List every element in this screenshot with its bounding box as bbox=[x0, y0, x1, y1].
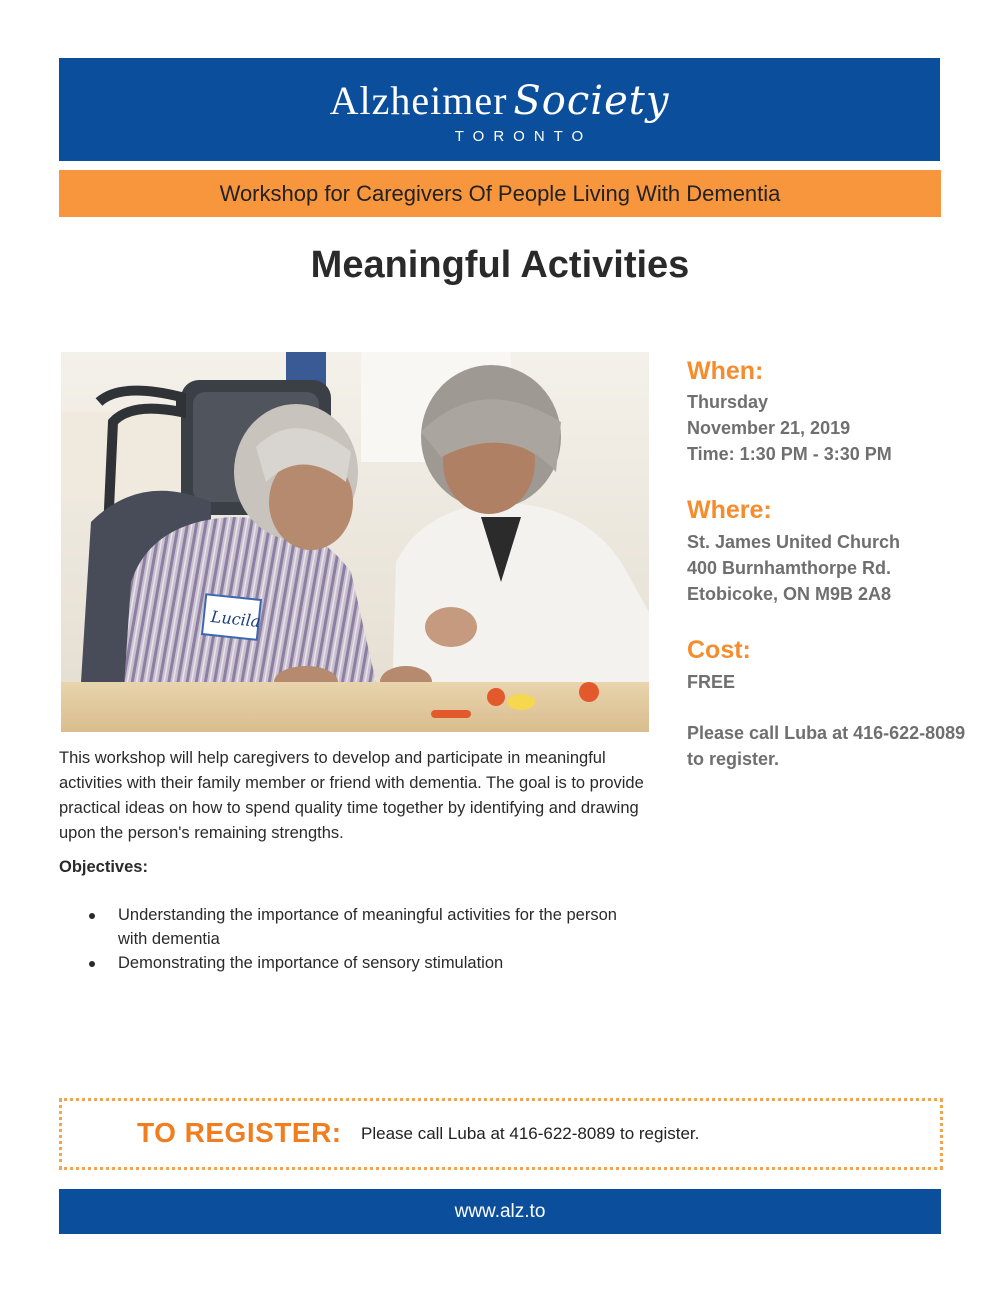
where-line-1: St. James United Church bbox=[687, 532, 901, 552]
objective-text: Understanding the importance of meaningful activities for the person with dementia bbox=[118, 906, 617, 948]
register-box bbox=[59, 1098, 943, 1170]
where-heading: Where: bbox=[687, 496, 772, 524]
logo-word-alzheimer: Alzheimer bbox=[329, 78, 508, 123]
header-banner bbox=[59, 58, 940, 161]
when-day: Thursday bbox=[687, 392, 769, 412]
workshop-photo bbox=[61, 352, 649, 732]
name-tag-text: Lucila bbox=[209, 606, 262, 632]
cost-heading: Cost: bbox=[687, 636, 751, 664]
logo bbox=[59, 78, 940, 124]
list-item bbox=[87, 951, 647, 975]
footer-url-link[interactable]: www.alz.to bbox=[454, 1201, 546, 1222]
where-line-3: Etobicoke, ON M9B 2A8 bbox=[687, 584, 892, 604]
logo-subtitle: TORONTO bbox=[454, 128, 593, 145]
objective-text: Demonstrating the importance of sensory stimulation bbox=[118, 954, 504, 972]
register-label: TO REGISTER: bbox=[137, 1117, 342, 1148]
when-time: Time: 1:30 PM - 3:30 PM bbox=[687, 444, 892, 464]
page-title: Meaningful Activities bbox=[310, 244, 690, 286]
when-date: November 21, 2019 bbox=[687, 418, 851, 438]
subtitle-bar bbox=[59, 170, 941, 217]
cost-value: FREE bbox=[687, 672, 736, 692]
bullet-icon bbox=[89, 961, 95, 967]
call-note-line-2: to register. bbox=[687, 749, 780, 769]
bullet-icon bbox=[89, 913, 95, 919]
call-note-line-1: Please call Luba at 416-622-8089 bbox=[687, 723, 966, 743]
subtitle-text: Workshop for Caregivers Of People Living With Dementia bbox=[219, 181, 781, 206]
when-heading: When: bbox=[687, 357, 764, 385]
register-text: Please call Luba at 416-622-8089 to register. bbox=[361, 1124, 700, 1143]
footer-bar bbox=[59, 1189, 941, 1234]
logo-word-society: Society bbox=[513, 78, 670, 124]
description: This workshop will help caregivers to develop and participate in meaningful activities with their family member or friend with dementia. The goal is to provide practical ideas on how to spend quality time together by identifying and drawing upon the person's remaining strengths. bbox=[59, 749, 644, 842]
list-item bbox=[87, 903, 647, 951]
where-line-2: 400 Burnhamthorpe Rd. bbox=[687, 558, 892, 578]
photo-illustration bbox=[61, 352, 649, 732]
objectives-heading: Objectives: bbox=[59, 858, 148, 876]
objectives-list bbox=[87, 903, 647, 975]
